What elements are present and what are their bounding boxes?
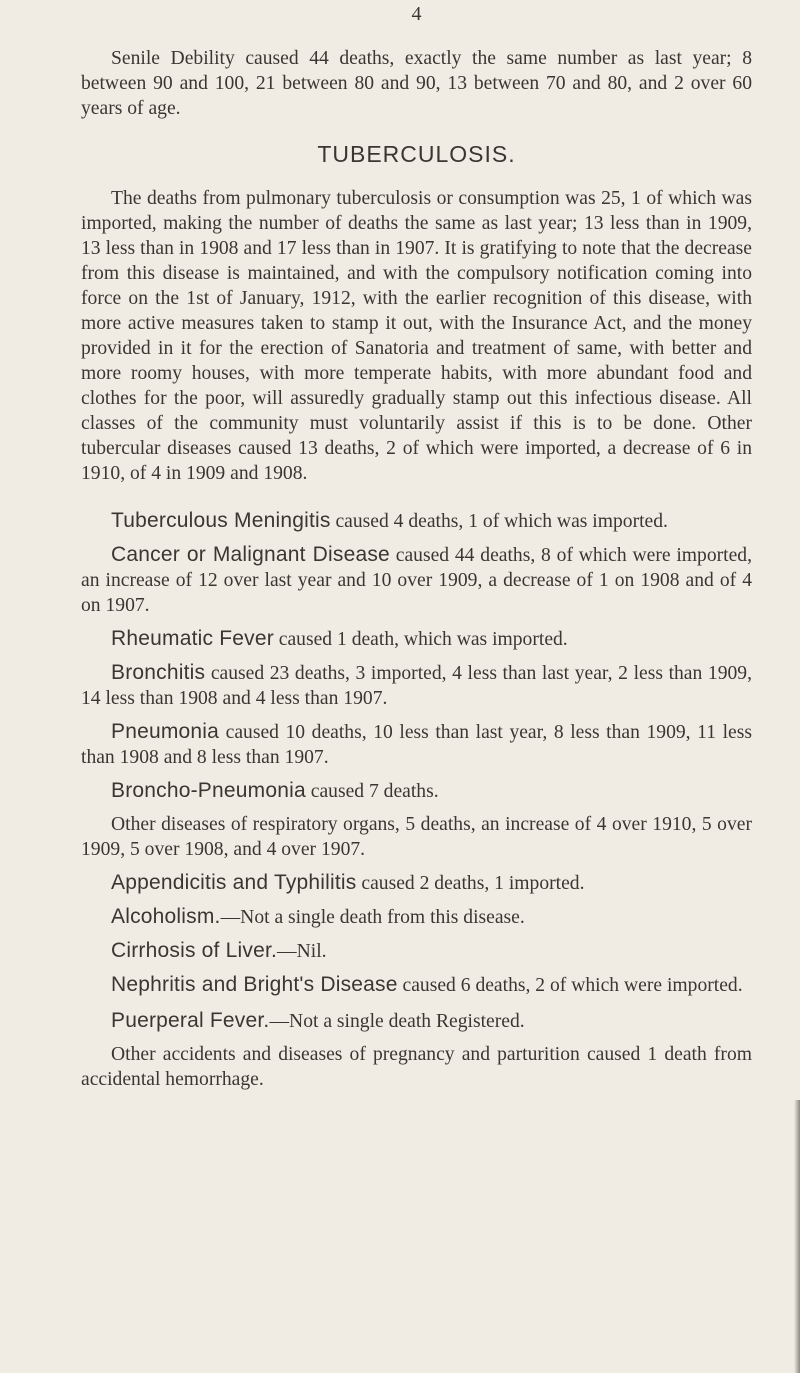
entry-text: caused 4 deaths, 1 of which was imported. <box>330 511 668 532</box>
entry-term: Nephritis and Bright's Disease <box>111 973 398 996</box>
entry-pneumonia <box>81 719 752 770</box>
entry-term: Appendicitis and Typhilitis <box>111 871 357 894</box>
entry-text: caused 6 deaths, 2 of which were imported. <box>397 975 743 996</box>
entry-cancer <box>81 542 752 618</box>
entry-text: caused 2 deaths, 1 imported. <box>356 873 585 894</box>
entry-other-accidents <box>81 1042 752 1092</box>
entry-term: Broncho-Pneumonia <box>111 779 306 802</box>
entry-text: caused 44 deaths, 8 of which were imported, an increase of 12 over last year and 10 over 1909, a decrease of 1 on 1908 and of 4 on 1907. <box>81 545 752 616</box>
entry-term: Bronchitis <box>111 661 206 684</box>
entry-term: Puerperal Fever. <box>111 1009 270 1032</box>
tuberculosis-heading: TUBERCULOSIS. <box>317 141 516 167</box>
entry-bronchitis <box>81 660 752 711</box>
entry-cirrhosis <box>81 938 752 964</box>
entry-text: —Nil. <box>277 941 327 962</box>
entry-broncho-pneumonia <box>81 778 752 804</box>
entry-appendicitis <box>81 870 752 896</box>
entry-tuberculous-meningitis <box>81 508 752 534</box>
entry-nephritis <box>81 972 752 998</box>
tuberculosis-paragraph: The deaths from pulmonary tuberculosis or consumption was 25, 1 of which was imported, making the number of deaths the same as last year; 13 less than in 1909, 13 less than in 1908 and 17 less than in 1907. It is gratifying to note that the decrease from this disease is maintained, and with the compulsory notification coming into force on the 1st of January, 1912, with the earlier recognition of this disease, with more active measures taken to stamp it out, with the Insurance Act, and the money provided in it for the erection of Sanatoria and treatment of same, with better and more roomy houses, with more temperate habits, with more abundant food and clothes for the poor, will assuredly gradually stamp out this infectious disease. All classes of the community must voluntarily assist if this is to be done. Other tubercular diseases caused 13 deaths, 2 of which were imported, a decrease of 6 in 1910, of 4 in 1909 and 1908. <box>81 188 752 484</box>
entry-text: Other accidents and diseases of pregnancy and parturition caused 1 death from accidental hemorrhage. <box>81 1044 752 1090</box>
entry-text: —Not a single death from this disease. <box>220 907 525 928</box>
entry-term: Cirrhosis of Liver. <box>111 939 278 962</box>
entry-term: Tuberculous Meningitis <box>111 509 331 532</box>
entry-text: —Not a single death Registered. <box>269 1011 525 1032</box>
entry-text: caused 23 deaths, 3 imported, 4 less than last year, 2 less than 1909, 14 less than 1908 and 4 less than 1907. <box>81 663 752 709</box>
entry-term: Alcoholism. <box>111 905 221 928</box>
entry-alcoholism <box>81 904 752 930</box>
entry-term: Cancer or Malignant Disease <box>111 543 390 566</box>
entry-term: Pneumonia <box>111 720 220 743</box>
entry-text: caused 10 deaths, 10 less than last year, 8 less than 1909, 11 less than 1908 and 8 less than 1907. <box>81 722 752 768</box>
page-edge-shadow <box>794 1100 800 1373</box>
entry-text: Other diseases of respiratory organs, 5 deaths, an increase of 4 over 1910, 5 over 1909, 5 over 1908, and 4 over 1907. <box>81 814 752 860</box>
entry-rheumatic-fever <box>81 626 752 652</box>
entry-text: caused 7 deaths. <box>305 781 439 802</box>
entry-text: caused 1 death, which was imported. <box>273 629 568 650</box>
entry-other-respiratory <box>81 812 752 862</box>
entry-term: Rheumatic Fever <box>111 627 274 650</box>
page-number: 4 <box>411 3 422 25</box>
senile-debility-paragraph: Senile Debility caused 44 deaths, exactly the same number as last year; 8 between 90 and 100, 21 between 80 and 90, 13 between 70 and 80, and 2 over 60 years of age. <box>81 48 752 119</box>
entry-puerperal-fever <box>81 1008 752 1034</box>
